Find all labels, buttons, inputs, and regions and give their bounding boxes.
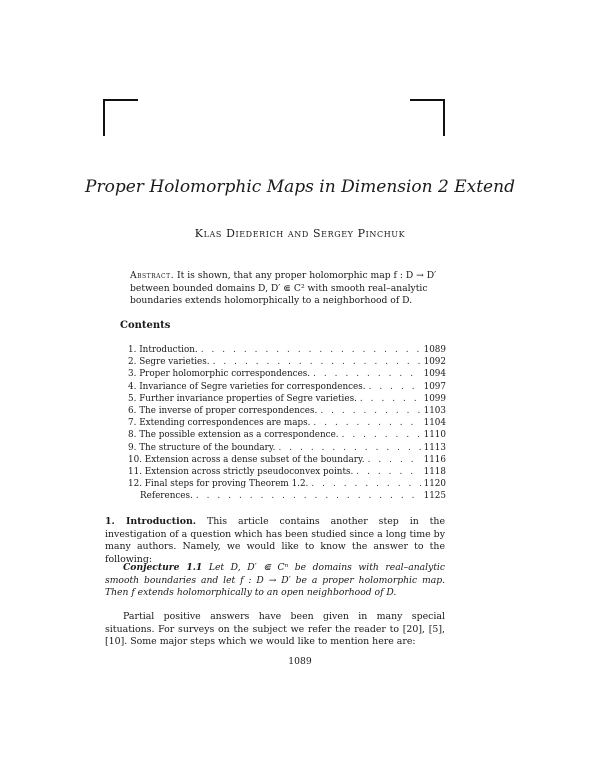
toc-entry[interactable]: [128, 382, 446, 394]
toc-leader-dots: [356, 467, 420, 477]
toc-leader-dots: [369, 382, 421, 392]
conjecture-block: [105, 562, 445, 600]
toc-entry-page: 1120: [423, 479, 446, 490]
toc-leader-dots: [196, 491, 421, 501]
toc-leader-dots: [368, 455, 421, 465]
contents-heading: Contents: [120, 320, 171, 331]
abstract: [130, 270, 460, 308]
toc-leader-dots: [342, 430, 421, 440]
toc-entry-title: 2. Segre varieties.: [128, 357, 210, 368]
toc-leader-dots: [313, 418, 420, 428]
toc-entry[interactable]: [128, 443, 446, 455]
toc-entry-title: 1. Introduction.: [128, 345, 198, 355]
toc-entry-title: References.: [140, 491, 193, 502]
toc-leader-dots: [311, 479, 420, 489]
toc-entry-page: 1116: [423, 454, 446, 465]
introduction-heading: 1. Introduction.: [105, 516, 197, 527]
toc-entry-title: 3. Proper holomorphic correspondences.: [128, 369, 311, 380]
table-of-contents: [128, 345, 446, 503]
conjecture-text: Let D, D′ ⋐ Cⁿ be domains with real–analytic smooth boundaries and let f : D → D′ be a proper holomorphic map. Then f extends holomorphically to an open neighborhood of D.: [105, 562, 445, 598]
toc-entry-title: 4. Invariance of Segre varieties for correspondences.: [128, 381, 366, 392]
toc-entry-page: 1103: [423, 405, 446, 416]
toc-entry[interactable]: [128, 369, 446, 381]
body-paragraph: Partial positive answers have been given in many special situations. For surveys on the subject we refer the reader to [20], [5], [10]. Some major steps which we would like to mention here are:: [105, 611, 445, 647]
toc-entry-page: 1089: [423, 345, 446, 355]
toc-entry[interactable]: [128, 467, 446, 479]
toc-entry-page: 1097: [423, 381, 446, 392]
page-number: 1089: [288, 656, 312, 667]
toc-entry[interactable]: [128, 394, 446, 406]
toc-entry-title: 7. Extending correspondences are maps.: [128, 418, 311, 429]
toc-leader-dots: [278, 443, 420, 453]
crop-mark-top-right: [410, 99, 445, 136]
abstract-label: Abstract.: [130, 270, 175, 281]
toc-entry-page: 1110: [423, 430, 446, 441]
toc-entry-page: 1092: [423, 357, 446, 368]
toc-entry-page: 1113: [423, 442, 446, 453]
toc-leader-dots: [320, 406, 420, 416]
toc-entry[interactable]: [128, 406, 446, 418]
toc-leader-dots: [313, 369, 421, 379]
toc-entry-page: 1099: [423, 393, 446, 404]
toc-entry-title: 10. Extension across a dense subset of the boundary.: [128, 454, 365, 465]
toc-leader-dots: [360, 394, 421, 404]
toc-entry[interactable]: [128, 479, 446, 491]
introduction-section: [105, 516, 445, 566]
paper-title: Proper Holomorphic Maps in Dimension 2 Extend: [85, 177, 515, 197]
toc-entry-title: 5. Further invariance properties of Segre varieties.: [128, 393, 357, 404]
introduction-text: This article contains another step in the investigation of a question which has been studied since a long time by many authors. Namely, we would like to know the answer to the following:: [105, 516, 446, 565]
toc-leader-dots: [213, 357, 421, 367]
toc-entry-title: 8. The possible extension as a correspondence.: [128, 430, 339, 441]
toc-leader-dots: [201, 345, 421, 355]
crop-mark-top-left: [103, 99, 138, 136]
conjecture-heading: Conjecture 1.1: [123, 562, 203, 573]
toc-entry[interactable]: [128, 357, 446, 369]
toc-entry-page: 1118: [423, 466, 446, 477]
toc-entry-page: 1104: [423, 418, 446, 429]
toc-entry-title: 12. Final steps for proving Theorem 1.2.: [128, 479, 309, 490]
toc-entry[interactable]: [128, 455, 446, 467]
toc-entry-title: 9. The structure of the boundary.: [128, 442, 276, 453]
toc-entry-title: 6. The inverse of proper correspondences.: [128, 405, 318, 416]
toc-entry[interactable]: [128, 418, 446, 430]
toc-entry[interactable]: [128, 430, 446, 442]
abstract-text: It is shown, that any proper holomorphic map f : D → D′ between bounded domains D, D′ ⋐ C² with smooth real–analytic boundaries extends holomorphically to a neighborhood of D.: [130, 270, 437, 306]
toc-entry-page: 1094: [423, 369, 446, 380]
toc-entry-title: 11. Extension across strictly pseudoconvex points.: [128, 466, 354, 477]
toc-entry-page: 1125: [423, 491, 446, 502]
toc-entry[interactable]: [128, 345, 446, 357]
paper-authors: Klas Diederich and Sergey Pinchuk: [194, 227, 406, 240]
toc-entry[interactable]: [128, 491, 446, 503]
